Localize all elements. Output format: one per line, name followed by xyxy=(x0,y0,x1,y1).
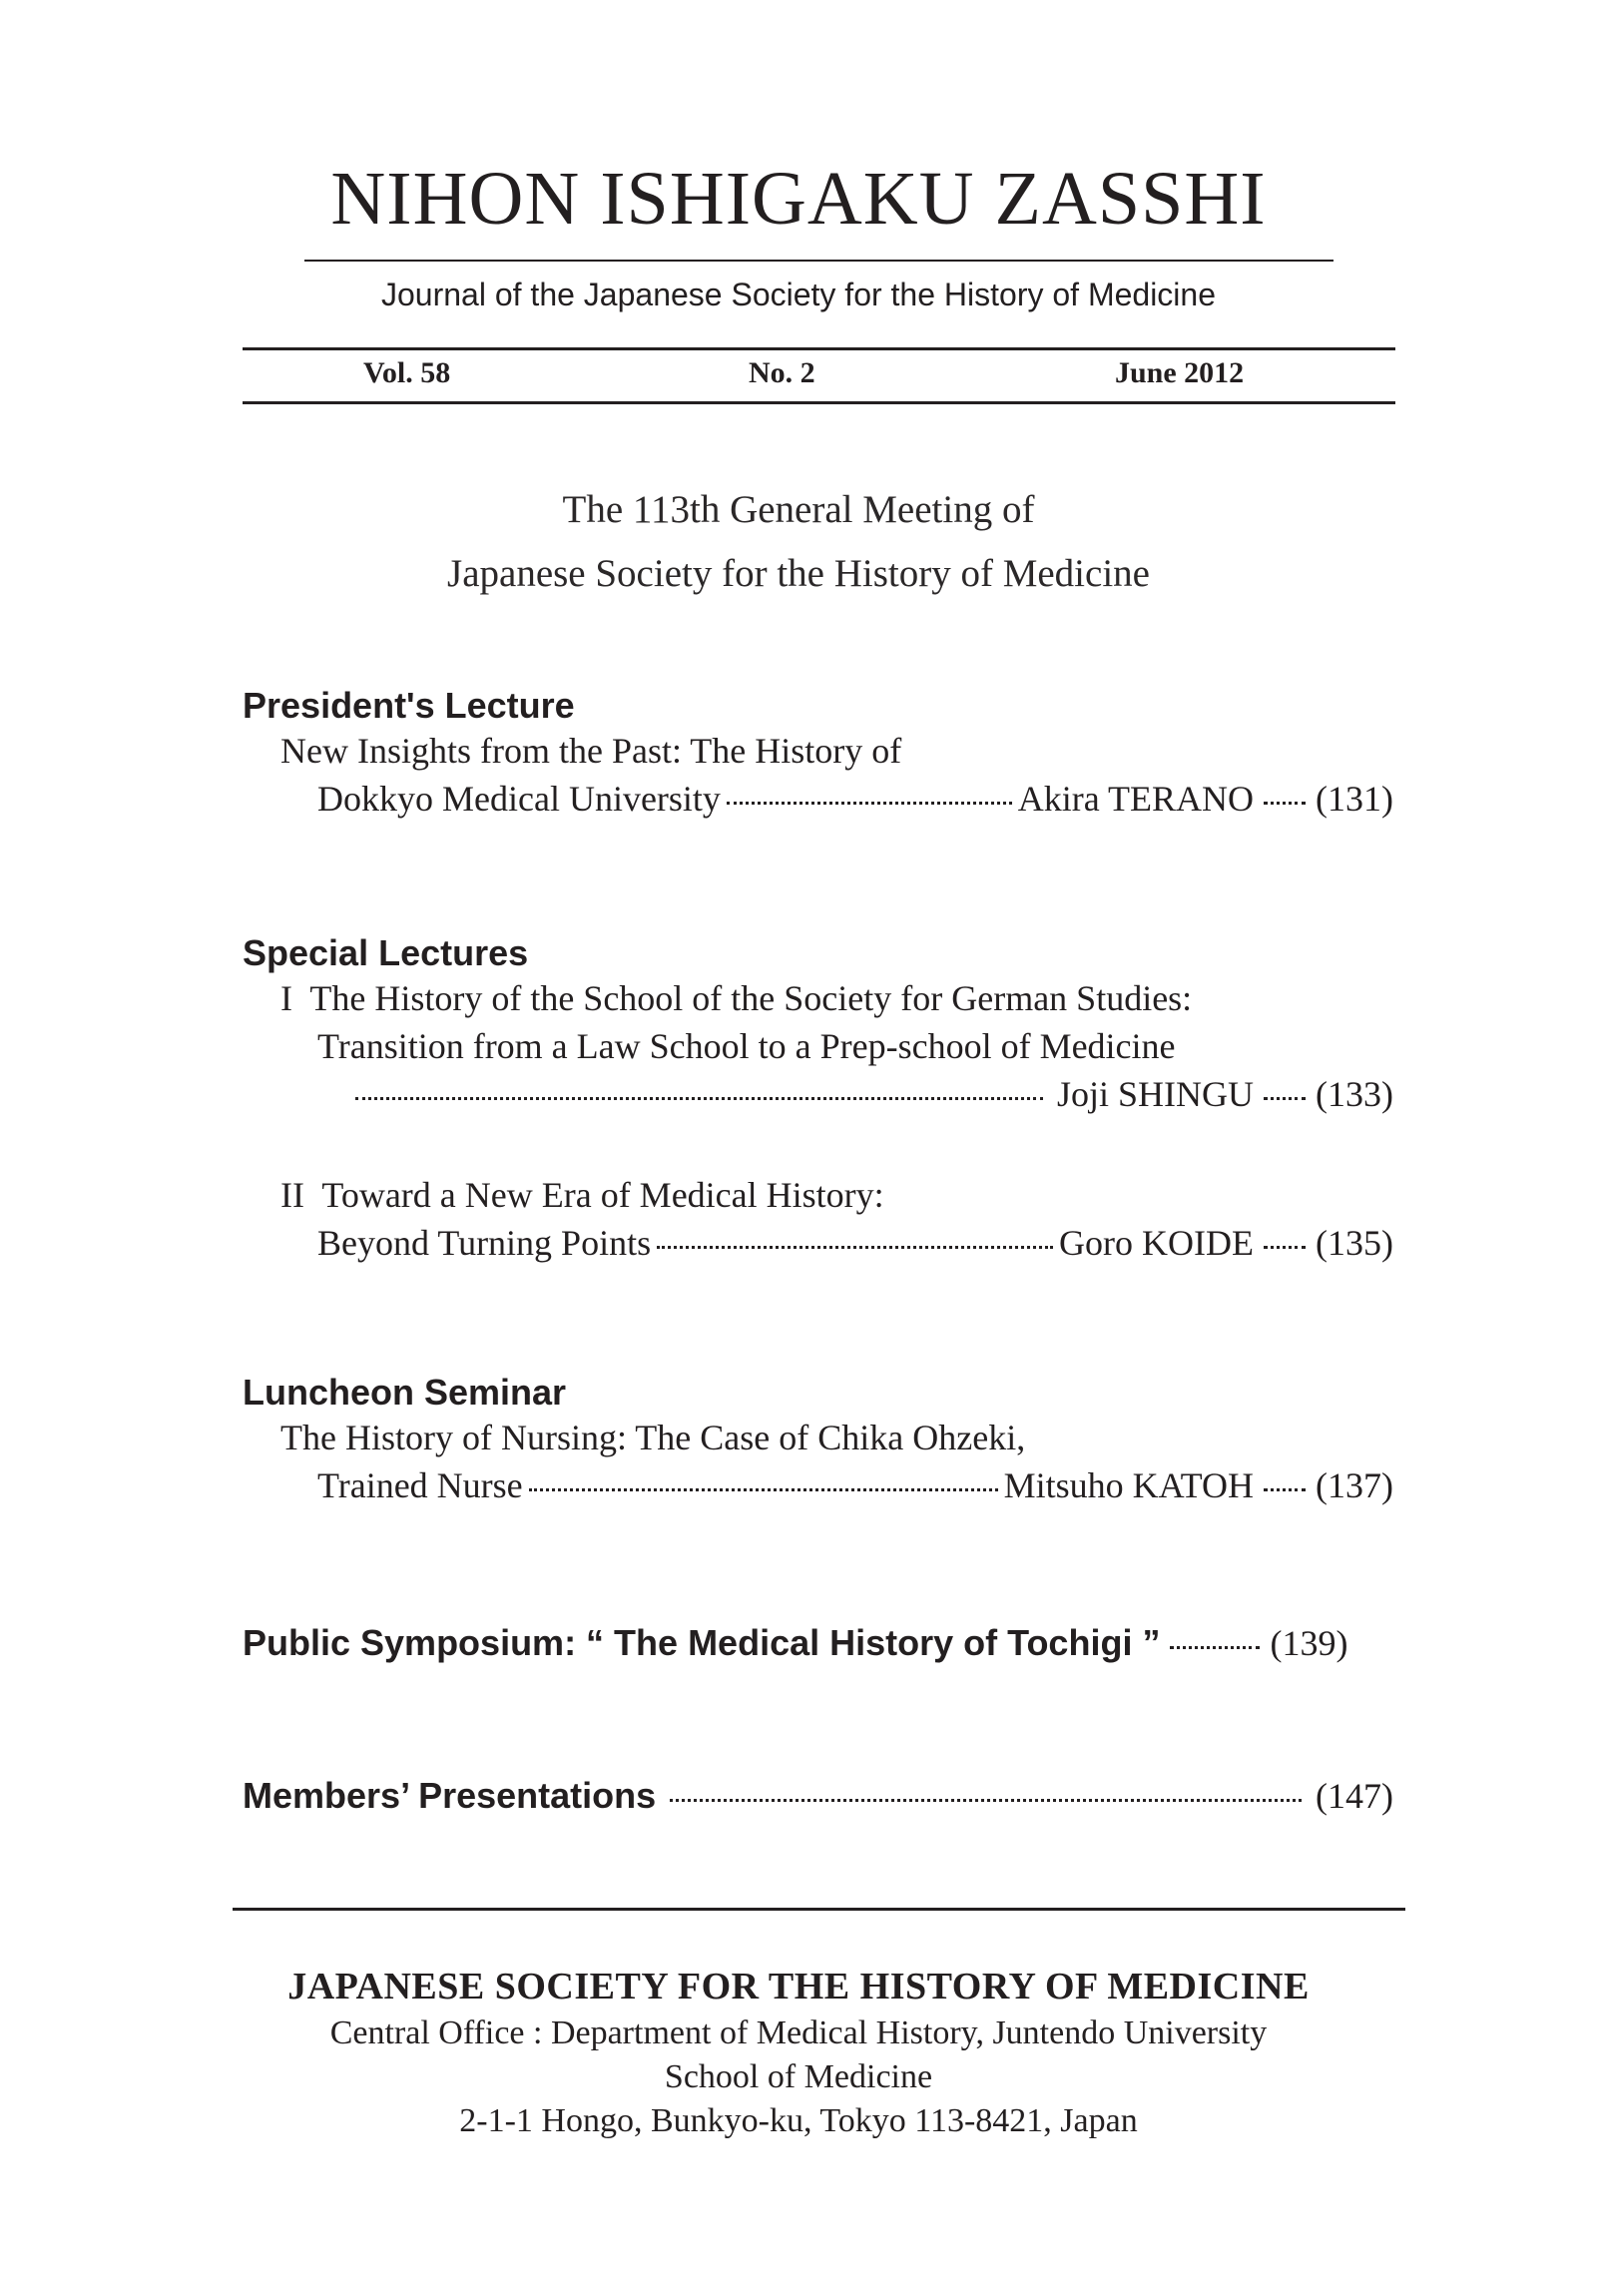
dot-leader xyxy=(1264,1246,1306,1249)
meeting-title-line1: The 113th General Meeting of xyxy=(562,488,1035,531)
special-lecture-2-title: Toward a New Era of Medical History: xyxy=(321,1175,884,1215)
volume-label: Vol. 58 xyxy=(363,356,451,389)
dot-leader xyxy=(727,802,1012,805)
members-presentations-page: (147) xyxy=(1316,1776,1393,1816)
title-divider xyxy=(304,260,1333,262)
members-presentations-heading: Members’ Presentations xyxy=(243,1775,657,1816)
special-lecture-1-numeral: I xyxy=(280,978,292,1018)
office-line1: Central Office : Department of Medical History, Juntendo University xyxy=(329,2014,1268,2051)
dot-leader xyxy=(1170,1646,1260,1649)
special-lecture-1-title: The History of the School of the Society for German Studies: xyxy=(309,978,1193,1018)
special-lecture-2-entry[interactable] xyxy=(317,1221,1393,1266)
special-lecture-1-author: Joji SHINGU xyxy=(1057,1074,1255,1114)
presidents-lecture-author: Akira TERANO xyxy=(1017,779,1255,819)
special-lecture-2-numeral: II xyxy=(280,1175,304,1215)
society-name: JAPANESE SOCIETY FOR THE HISTORY OF MEDICINE xyxy=(287,1966,1310,2008)
presidents-lecture-entry[interactable] xyxy=(317,777,1393,822)
members-presentations-entry[interactable] xyxy=(243,1773,1393,1819)
issue-date: June 2012 xyxy=(1115,356,1245,389)
special-lectures-heading: Special Lectures xyxy=(243,932,529,973)
luncheon-seminar-page: (137) xyxy=(1316,1465,1393,1505)
special-lecture-2-title-line2: Beyond Turning Points xyxy=(317,1223,652,1263)
special-lecture-1-entry[interactable] xyxy=(355,1072,1393,1117)
public-symposium-page: (139) xyxy=(1270,1623,1348,1663)
luncheon-seminar-author: Mitsuho KATOH xyxy=(1003,1465,1255,1505)
presidents-lecture-title-line2: Dokkyo Medical University xyxy=(317,779,721,819)
dot-leader xyxy=(355,1097,1043,1100)
public-symposium-heading: Public Symposium: “ The Medical History of Tochigi ” xyxy=(243,1622,1161,1663)
dot-leader xyxy=(1264,1097,1306,1100)
luncheon-seminar-entry[interactable] xyxy=(317,1463,1393,1508)
luncheon-seminar-title-line1: The History of Nursing: The Case of Chika Ohzeki, xyxy=(280,1418,1026,1457)
special-lecture-1-title-line1 xyxy=(280,976,1192,1021)
meeting-title-line2: Japanese Society for the History of Medicine xyxy=(447,552,1150,595)
special-lecture-2-author: Goro KOIDE xyxy=(1059,1223,1255,1263)
presidents-lecture-page: (131) xyxy=(1316,779,1393,819)
issue-rule-top xyxy=(243,347,1395,350)
luncheon-seminar-title-line2: Trained Nurse xyxy=(317,1465,523,1505)
special-lecture-2-page: (135) xyxy=(1316,1223,1393,1263)
dot-leader xyxy=(670,1799,1302,1802)
special-lecture-2-title-line1 xyxy=(280,1173,884,1218)
journal-title: NIHON ISHIGAKU ZASSHI xyxy=(330,157,1267,241)
public-symposium-entry[interactable] xyxy=(243,1620,1393,1666)
presidents-lecture-title-line1: New Insights from the Past: The History of xyxy=(280,731,902,771)
dot-leader xyxy=(657,1246,1053,1249)
luncheon-seminar-heading: Luncheon Seminar xyxy=(243,1372,567,1413)
special-lecture-1-title-line2: Transition from a Law School to a Prep-school of Medicine xyxy=(317,1026,1176,1066)
presidents-lecture-heading: President's Lecture xyxy=(243,685,575,726)
dot-leader xyxy=(529,1488,998,1491)
journal-subtitle: Journal of the Japanese Society for the History of Medicine xyxy=(381,277,1216,312)
dot-leader xyxy=(1264,1488,1306,1491)
issue-rule-bottom xyxy=(243,401,1395,404)
special-lecture-1-page: (133) xyxy=(1316,1074,1393,1114)
office-line2: School of Medicine xyxy=(664,2058,933,2095)
issue-number: No. 2 xyxy=(749,356,815,389)
postal-address: 2-1-1 Hongo, Bunkyo-ku, Tokyo 113-8421, Japan xyxy=(459,2102,1138,2139)
footer-divider xyxy=(233,1908,1405,1911)
dot-leader xyxy=(1264,802,1306,805)
